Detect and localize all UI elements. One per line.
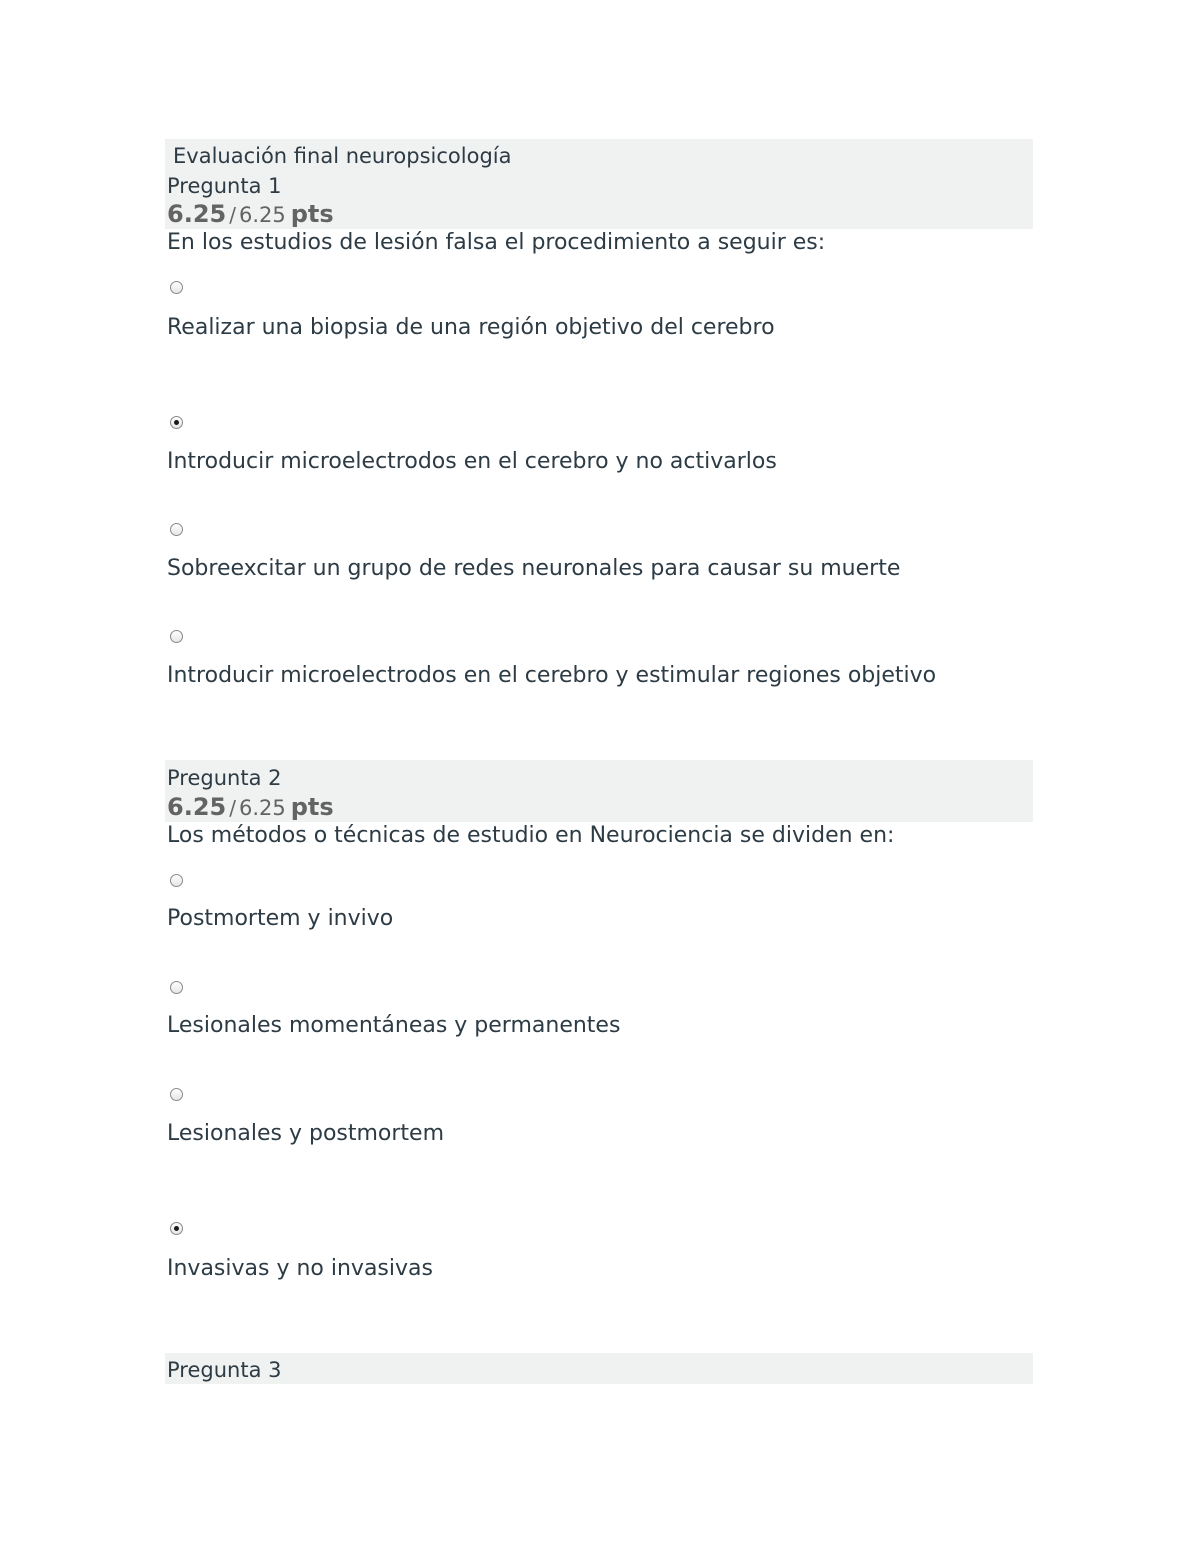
question-1-score-total: 6.25 — [238, 203, 286, 227]
question-1-answer-3-label[interactable]: Sobreexcitar un grupo de redes neuronales para causar su muerte — [167, 556, 901, 581]
question-2-score-earned: 6.25 — [167, 793, 227, 821]
question-2-score-total: 6.25 — [238, 796, 286, 820]
question-2-answer-2-label[interactable]: Lesionales momentáneas y permanentes — [167, 1013, 621, 1038]
question-1-text: En los estudios de lesión falsa el procedimiento a seguir es: — [167, 230, 826, 255]
question-2-answer-3-radio[interactable] — [170, 1088, 183, 1101]
question-2-score-separator: / — [229, 796, 236, 820]
question-1-answer-1-radio[interactable] — [170, 281, 183, 294]
question-1-answer-2-label[interactable]: Introducir microelectrodos en el cerebro y no activarlos — [167, 449, 777, 474]
question-1-answer-4-label[interactable]: Introducir microelectrodos en el cerebro y estimular regiones objetivo — [167, 663, 937, 688]
question-3-header — [165, 1353, 1033, 1384]
question-2-text: Los métodos o técnicas de estudio en Neurociencia se dividen en: — [167, 823, 895, 848]
question-2-answer-1-radio[interactable] — [170, 874, 183, 887]
question-1-score-separator: / — [229, 203, 236, 227]
question-2-answer-3-label[interactable]: Lesionales y postmortem — [167, 1121, 445, 1146]
question-2-answer-4-radio[interactable] — [170, 1222, 183, 1235]
exam-title: Evaluación final neuropsicología — [173, 144, 512, 168]
question-1-label: Pregunta 1 — [167, 174, 282, 198]
question-1-score — [167, 200, 334, 229]
question-1-answer-4-radio[interactable] — [170, 630, 183, 643]
question-1-score-unit: pts — [290, 200, 334, 228]
question-2-answer-2-radio[interactable] — [170, 981, 183, 994]
question-2-label: Pregunta 2 — [167, 766, 282, 790]
question-1-score-earned: 6.25 — [167, 200, 227, 228]
question-2-score-unit: pts — [290, 793, 334, 821]
question-1-answer-2-radio[interactable] — [170, 416, 183, 429]
question-2-score — [167, 793, 334, 822]
question-2-answer-1-label[interactable]: Postmortem y invivo — [167, 906, 394, 931]
question-3-label: Pregunta 3 — [167, 1358, 282, 1382]
question-2-answer-4-label[interactable]: Invasivas y no invasivas — [167, 1256, 433, 1281]
question-1-answer-3-radio[interactable] — [170, 523, 183, 536]
question-1-answer-1-label[interactable]: Realizar una biopsia de una región objetivo del cerebro — [167, 315, 775, 340]
